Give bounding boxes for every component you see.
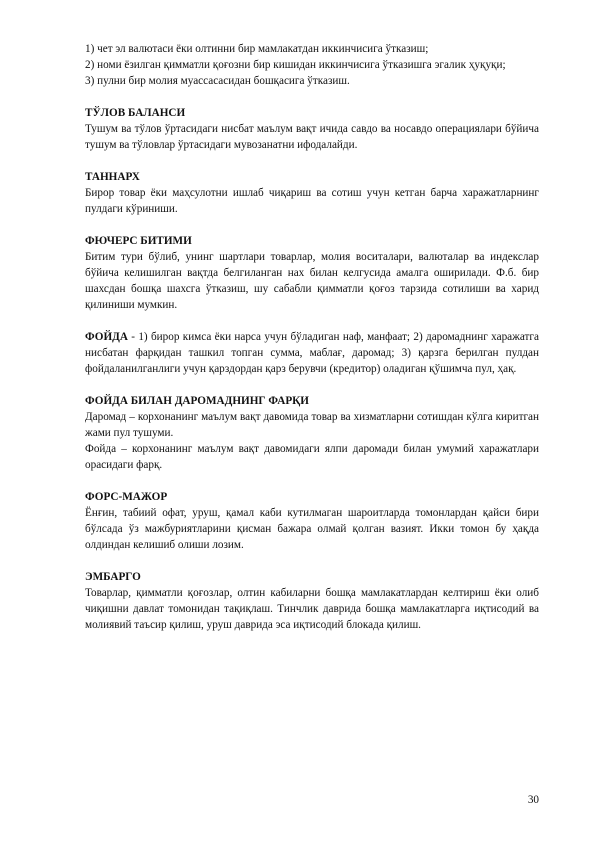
section-text-cost: Бирор товар ёки маҳсулотни ишлаб чиқариш ва сотиш учун кетган барча харажатларнинг пулдаги кўриниши.: [85, 187, 539, 215]
section-title-force-majeure: ФОРС-МАЖОР: [85, 491, 168, 503]
intro-item-3: 3) пулни бир молия муассасасидан бошқасига ўтказиш.: [85, 75, 350, 87]
section-text-profit: - 1) бирор кимса ёки нарса учун бўладиган наф, манфаат; 2) даромаднинг харажатга нисбатан фарқидан ташкил топган сумма, маблағ, даромад; 3) қарзга берилган пулдан фойдаланилганлиги учун қарздордан қарз берувчи (кредитор) оладиган қўшимча пул, ҳақ.: [85, 331, 539, 375]
spacer: [85, 153, 539, 169]
intro-item-2: 2) номи ёзилган қимматли қоғозни бир кишидан иккинчисига ўтказишга эгалик ҳуқуқи;: [85, 59, 506, 71]
spacer: [85, 89, 539, 105]
intro-item-1: 1) чет эл валютаси ёки олтинни бир мамлакатдан иккинчисига ўтказиш;: [85, 43, 429, 55]
section-text-futures: Битим тури бўлиб, унинг шартлари товарлар, молия воситалари, валюталар ва индекслар бўйича келишилган вақтда белгиланган нах билан келгусида амалга оширилади. Ф.б. бир шахсдан бошқа шахсга ўтказиш, шу сабабли қимматли қоғоз тарзида сотилиши ва харид қилиниши мумкин.: [85, 251, 539, 311]
section-title-difference: ФОЙДА БИЛАН ДАРОМАДНИНГ ФАРҚИ: [85, 395, 309, 407]
document-page: [85, 41, 539, 633]
section-text-difference-2: Фойда – корхонанинг маълум вақт давомидаги ялпи даромади билан умумий харажатлари орасидаги фарқ.: [85, 443, 539, 471]
section-title-balance: ТЎЛОВ БАЛАНСИ: [85, 107, 186, 119]
page-number: 30: [527, 794, 539, 806]
spacer: [85, 377, 539, 393]
section-profit: [85, 329, 539, 377]
section-title-cost: ТАННАРХ: [85, 171, 140, 183]
section-title-embargo: ЭМБАРГО: [85, 571, 141, 583]
section-title-futures: ФЮЧЕРС БИТИМИ: [85, 235, 192, 247]
spacer: [85, 553, 539, 569]
spacer: [85, 217, 539, 233]
spacer: [85, 473, 539, 489]
section-title-profit: ФОЙДА: [85, 331, 128, 343]
section-text-embargo: Товарлар, қимматли қоғозлар, олтин кабиларни бошқа мамлакатлардан келтириш ёки олиб чиқишни давлат томонидан тақиқлаш. Тинчлик даврида бошқа мамлакатларга иқтисодий ва молиявий таъсир қилиш, уруш даврида эса иқтисодий блокада қилиш.: [85, 587, 539, 631]
section-text-force-majeure: Ёнғин, табиий офат, уруш, қамал каби кутилмаган шароитларда томонлардан қайси бири бўлсада ўз мажбуриятларини қисман бажара олмай қолган вазият. Икки томон бу ҳақда олдиндан келишиб олиши лозим.: [85, 507, 539, 551]
spacer: [85, 313, 539, 329]
section-text-balance: Тушум ва тўлов ўртасидаги нисбат маълум вақт ичида савдо ва носавдо операциялари бўйича тушум ва тўловлар ўртасидаги мувозанатни ифодалайди.: [85, 123, 539, 151]
section-text-difference-1: Даромад – корхонанинг маълум вақт давомида товар ва хизматларни сотишдан кўлга киритган жами пул тушуми.: [85, 411, 539, 439]
